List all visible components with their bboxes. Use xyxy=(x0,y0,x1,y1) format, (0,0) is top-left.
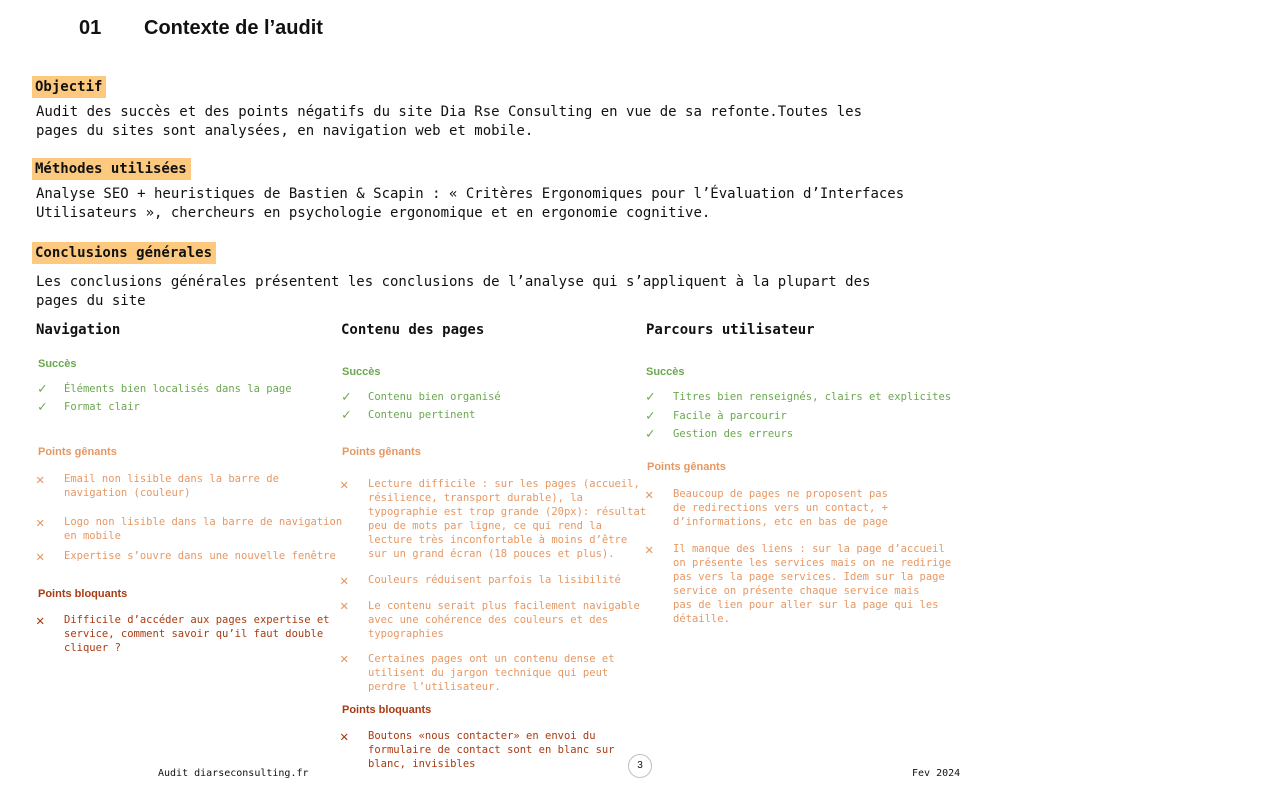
column-title-parcours: Parcours utilisateur xyxy=(646,322,815,338)
succes-label: Succès xyxy=(38,358,77,370)
list-item: Email non lisible dans la barre de navigation (couleur) xyxy=(64,473,279,499)
cross-icon: ✕ xyxy=(340,729,349,745)
list-item: Éléments bien localisés dans la page xyxy=(64,383,292,395)
genants-label: Points gênants xyxy=(38,446,117,458)
genants-label: Points gênants xyxy=(342,446,421,458)
list-item: Difficile d’accéder aux pages expertise et service, comment savoir qu’il faut double cliquer ? xyxy=(64,614,330,654)
column-title-navigation: Navigation xyxy=(36,322,121,338)
objectif-text: Audit des succès et des points négatifs du site Dia Rse Consulting en vue de sa refonte.Toutes les pages du sites sont analysées, en navigation web et mobile. xyxy=(36,104,863,139)
list-item: Logo non lisible dans la barre de navigation en mobile xyxy=(64,516,343,542)
list-item: Certaines pages ont un contenu dense et utilisent du jargon technique qui peut perdre l’utilisateur. xyxy=(368,653,615,693)
cross-icon: ✕ xyxy=(340,598,349,614)
list-item: Lecture difficile : sur les pages (accueil, résilience, transport durable), la typographie est trop grande (20px): résultat peu de mots par ligne, ce qui rend la lecture très inconfortable à moins d’être sur un grand écran (18 pouces et plus). xyxy=(368,478,647,560)
check-icon: ✓ xyxy=(646,389,655,405)
list-item: Contenu bien organisé xyxy=(368,391,501,403)
list-item: Format clair xyxy=(64,401,140,413)
list-item: Le contenu serait plus facilement navigable avec une cohérence des couleurs et des typographies xyxy=(368,600,640,640)
list-item: Couleurs réduisent parfois la lisibilité xyxy=(368,574,621,586)
list-item: Boutons «nous contacter» en envoi du formulaire de contact sont en blanc sur blanc, invisibles xyxy=(368,730,615,770)
conclusions-text: Les conclusions générales présentent les conclusions de l’analyse qui s’appliquent à la plupart des pages du site xyxy=(36,274,871,309)
check-icon: ✓ xyxy=(38,381,47,397)
objectif-heading: Objectif xyxy=(32,76,106,98)
list-item: Titres bien renseignés, clairs et explicites xyxy=(673,391,952,403)
check-icon: ✓ xyxy=(342,389,351,405)
cross-icon: ✕ xyxy=(340,651,349,667)
footer-date: Fev 2024 xyxy=(912,768,961,779)
list-item: Contenu pertinent xyxy=(368,409,476,421)
check-icon: ✓ xyxy=(342,407,351,423)
list-item: Il manque des liens : sur la page d’accueil on présente les services mais on ne redirige pas vers la page services. Idem sur la page service on présente chaque service mais pas de lien pour aller sur la page qui les détaille. xyxy=(673,543,952,625)
methodes-heading: Méthodes utilisées xyxy=(32,158,191,180)
list-item: Gestion des erreurs xyxy=(673,428,794,440)
conclusions-heading: Conclusions générales xyxy=(32,242,216,264)
cross-icon: ✕ xyxy=(645,542,654,558)
succes-label: Succès xyxy=(646,366,685,378)
check-icon: ✓ xyxy=(38,399,47,415)
list-item: Facile à parcourir xyxy=(673,410,787,422)
list-item: Expertise s’ouvre dans une nouvelle fenêtre xyxy=(64,550,336,562)
bloquants-label: Points bloquants xyxy=(342,704,432,716)
succes-label: Succès xyxy=(342,366,381,378)
section-title: Contexte de l’audit xyxy=(144,17,323,39)
cross-icon: ✕ xyxy=(36,472,45,488)
check-icon: ✓ xyxy=(646,408,655,424)
cross-icon: ✕ xyxy=(36,549,45,565)
cross-icon: ✕ xyxy=(340,477,349,493)
genants-label: Points gênants xyxy=(647,461,726,473)
methodes-text: Analyse SEO + heuristiques de Bastien & Scapin : « Critères Ergonomiques pour l’Évaluation d’Interfaces Utilisateurs », chercheurs en psychologie ergonomique et en ergonomie cognitive. xyxy=(36,186,905,221)
cross-icon: ✕ xyxy=(36,613,45,629)
section-number: 01 xyxy=(79,17,102,39)
column-title-contenu: Contenu des pages xyxy=(341,322,485,338)
cross-icon: ✕ xyxy=(645,487,654,503)
check-icon: ✓ xyxy=(646,426,655,442)
footer-left: Audit diarseconsulting.fr xyxy=(158,768,309,779)
cross-icon: ✕ xyxy=(36,515,45,531)
list-item: Beaucoup de pages ne proposent pas de redirections vers un contact, + d’informations, etc en bas de page xyxy=(673,488,888,528)
cross-icon: ✕ xyxy=(340,573,349,589)
page-number: 3 xyxy=(628,754,652,778)
bloquants-label: Points bloquants xyxy=(38,588,128,600)
